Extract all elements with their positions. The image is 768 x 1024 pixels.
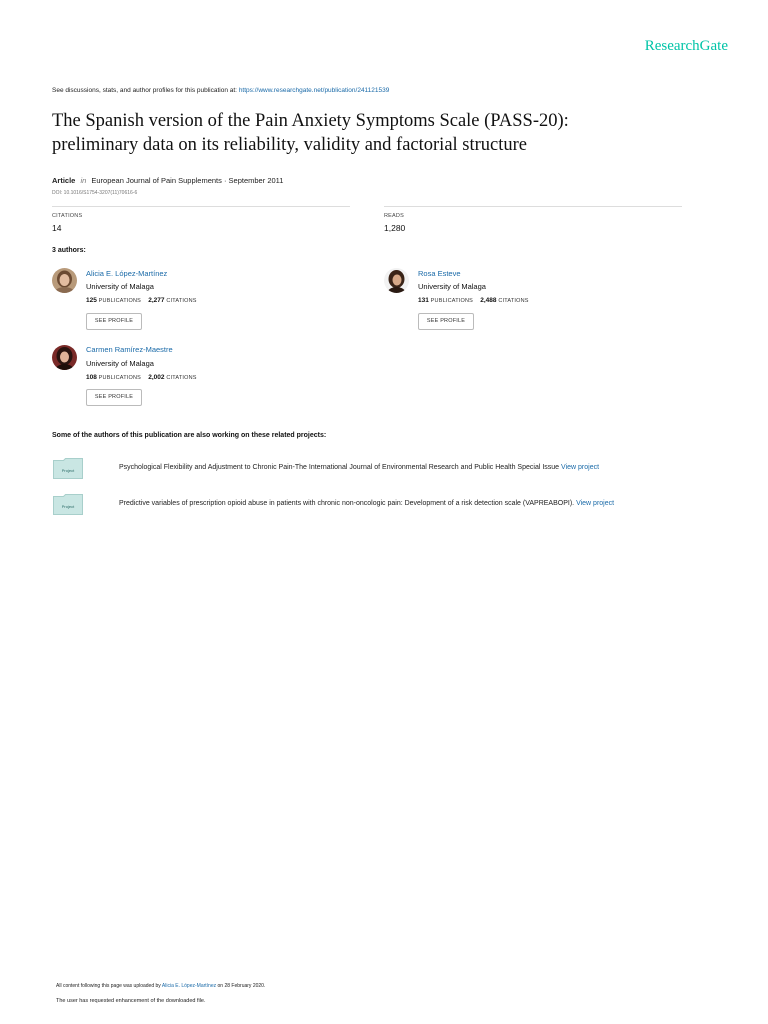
reads-value: 1,280 — [384, 223, 406, 233]
citations-label: CITATIONS — [166, 375, 197, 381]
project-folder-icon[interactable] — [53, 494, 83, 515]
author-avatar[interactable] — [384, 268, 409, 293]
avatar-photo-icon — [52, 345, 77, 370]
title-line-2: preliminary data on its reliability, validity and factorial structure — [52, 135, 528, 155]
publication-title — [52, 109, 692, 157]
author-avatar[interactable] — [52, 268, 77, 293]
avatar-photo-icon — [52, 268, 77, 293]
author-stats — [86, 374, 197, 381]
see-profile-button[interactable]: SEE PROFILE — [418, 313, 474, 330]
citations-label: CITATIONS — [52, 213, 83, 219]
project-icon-label: Project — [61, 504, 75, 509]
reads-label: READS — [384, 213, 404, 219]
author-avatar[interactable] — [52, 345, 77, 370]
author-citations-count: 2,488 — [480, 297, 497, 304]
uploader-link[interactable]: Alicia E. López-Martínez — [161, 983, 217, 989]
author-citations-count: 2,002 — [148, 374, 165, 381]
project-title: Predictive variables of prescription opioid abuse in patients with chronic non-oncologic pain: Development of a risk detection scale (VAPREABOPI). — [119, 500, 575, 507]
enhancement-note: The user has requested enhancement of the downloaded file. — [56, 998, 206, 1004]
title-line-1: The Spanish version of the Pain Anxiety Symptoms Scale (PASS-20): — [52, 111, 569, 131]
citations-label: CITATIONS — [498, 298, 529, 304]
author-name-link[interactable]: Rosa Esteve — [418, 269, 461, 278]
upload-suffix: on 28 February 2020. — [217, 983, 266, 989]
author-name-link[interactable]: Carmen Ramírez-Maestre — [86, 345, 173, 354]
author-publications-count: 131 — [418, 297, 429, 304]
author-citations-count: 2,277 — [148, 297, 165, 304]
publications-label: PUBLICATIONS — [430, 298, 474, 304]
related-project-item — [119, 500, 614, 507]
publication-type: Article — [52, 176, 76, 185]
author-institution: University of Malaga — [418, 282, 486, 291]
citations-value: 14 — [52, 223, 62, 233]
doi: DOI: 10.1016/S1754-3207(11)70616-6 — [52, 190, 138, 196]
view-project-link[interactable]: View project — [561, 464, 600, 471]
author-institution: University of Malaga — [86, 282, 154, 291]
publication-meta — [52, 176, 283, 185]
see-profile-button[interactable]: SEE PROFILE — [86, 313, 142, 330]
see-discussions-line — [52, 87, 389, 94]
view-project-link[interactable]: View project — [576, 500, 615, 507]
author-stats — [418, 297, 529, 304]
project-title: Psychological Flexibility and Adjustment to Chronic Pain-The International Journal of Environmental Research and Public Health Special Issue — [119, 464, 560, 471]
citations-label: CITATIONS — [166, 298, 197, 304]
project-icon-label: Project — [61, 468, 75, 473]
related-projects-heading: Some of the authors of this publication are also working on these related projects: — [52, 432, 327, 439]
author-publications-count: 108 — [86, 374, 97, 381]
publications-label: PUBLICATIONS — [98, 298, 142, 304]
related-project-item — [119, 464, 599, 471]
citations-divider — [52, 206, 350, 207]
author-publications-count: 125 — [86, 297, 97, 304]
reads-divider — [384, 206, 682, 207]
journal-date: European Journal of Pain Supplements · September 2011 — [91, 176, 284, 185]
in-word: in — [80, 176, 87, 185]
researchgate-logo[interactable]: ResearchGate — [644, 38, 728, 54]
authors-heading: 3 authors: — [52, 247, 86, 254]
project-folder-icon[interactable] — [53, 458, 83, 479]
publication-url-link[interactable]: https://www.researchgate.net/publication/241121539 — [238, 87, 390, 94]
avatar-photo-icon — [384, 268, 409, 293]
author-name-link[interactable]: Alicia E. López-Martínez — [86, 269, 168, 278]
upload-prefix: All content following this page was uploaded by — [56, 983, 161, 989]
author-institution: University of Malaga — [86, 359, 154, 368]
upload-note — [56, 983, 265, 989]
see-profile-button[interactable]: SEE PROFILE — [86, 389, 142, 406]
folder-icon — [53, 458, 83, 479]
author-stats — [86, 297, 197, 304]
publications-label: PUBLICATIONS — [98, 375, 142, 381]
folder-icon — [53, 494, 83, 515]
see-discussions-text: See discussions, stats, and author profiles for this publication at: — [52, 87, 237, 94]
